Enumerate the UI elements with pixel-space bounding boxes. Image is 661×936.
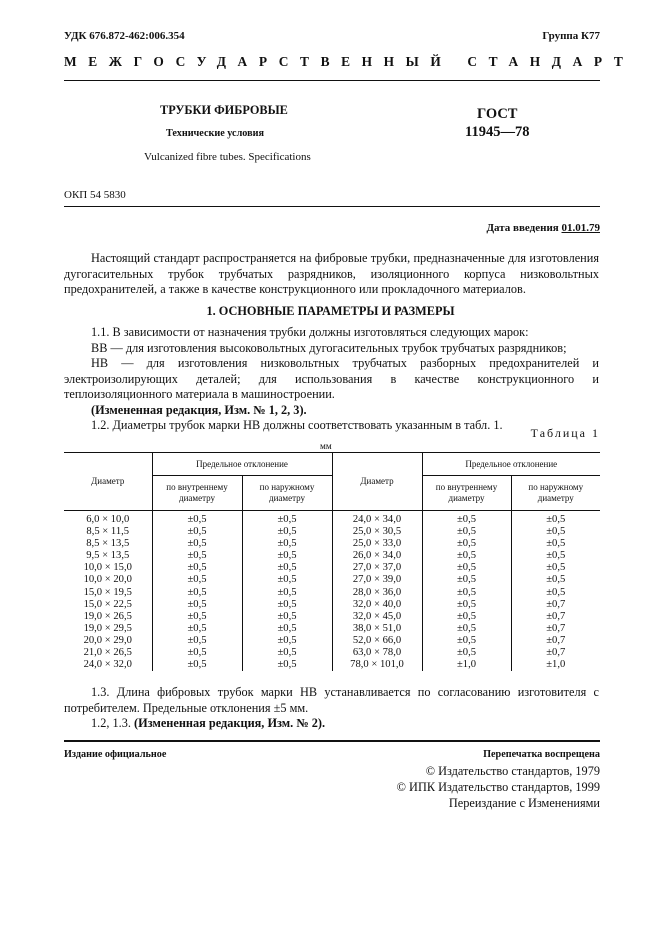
cell-outer-dev-left: ±0,5 [242,538,332,550]
cell-outer-dev-left: ±0,5 [242,635,332,647]
cell-outer-dev-right: ±0,5 [511,526,600,538]
section-1-heading: 1. ОСНОВНЫЕ ПАРАМЕТРЫ И РАЗМЕРЫ [206,304,455,318]
clause-1-2: 1.2. Диаметры трубок марки НВ должны соответствовать указанным в табл. 1. [91,418,503,432]
cell-inner-dev-left: ±0,5 [152,611,242,623]
cell-diameter-right: 25,0 × 33,0 [332,538,422,550]
cell-diameter-right: 52,0 × 66,0 [332,635,422,647]
table-row [64,587,600,599]
cell-inner-dev-left: ±0,5 [152,511,242,527]
cell-inner-dev-left: ±0,5 [152,526,242,538]
cell-inner-dev-right: ±0,5 [422,611,511,623]
introduction-date [486,222,600,234]
cell-outer-dev-left: ±0,5 [242,611,332,623]
table-row [64,511,600,527]
cell-outer-dev-left: ±0,5 [242,511,332,527]
cell-outer-dev-right: ±0,7 [511,623,600,635]
cell-outer-dev-right: ±0,7 [511,647,600,659]
reissue-note: Переиздание с Изменениями [448,796,600,810]
amendment-note-1: (Измененная редакция, Изм. № 1, 2, 3). [91,402,307,417]
section-1-body [64,325,599,434]
cell-outer-dev-left: ±0,5 [242,562,332,574]
header-inner-left: по внутреннему диаметру [152,476,242,511]
cell-diameter-left: 15,0 × 19,5 [83,586,132,598]
header-deviation-left: Предельное отклонение [152,453,332,476]
table-row [64,538,600,550]
after-table-body [64,685,599,732]
copyright-1979: © Издательство стандартов, 1979 [425,764,600,778]
cell-inner-dev-right: ±0,5 [422,562,511,574]
cell-diameter-right: 26,0 × 34,0 [332,550,422,562]
amendment-2-clauses: 1.2, 1.3. [91,716,131,730]
amendment-note-2 [64,716,599,732]
cell-inner-dev-left: ±0,5 [152,538,242,550]
table-row [64,599,600,611]
header-deviation-right: Предельное отклонение [422,453,600,476]
header-outer-left: по наружному диаметру [242,476,332,511]
cell-outer-dev-left: ±0,5 [242,574,332,586]
cell-inner-dev-left: ±0,5 [152,599,242,611]
group-code: Группа К77 [542,30,600,42]
cell-inner-dev-right: ±0,5 [422,623,511,635]
cell-inner-dev-right: ±0,5 [422,550,511,562]
clause-vv: ВВ — для изготовления высоковольтных дугогасительных трубок трубчатых разрядников; [91,340,567,355]
cell-outer-dev-right: ±0,7 [511,635,600,647]
document-english-title: Vulcanized fibre tubes. Specifications [144,151,311,163]
gost-label: ГОСТ [477,106,518,122]
cell-outer-dev-right: ±0,5 [511,538,600,550]
cell-inner-dev-right: ±0,5 [422,511,511,527]
cell-diameter-right: 38,0 × 51,0 [332,623,422,635]
cell-inner-dev-right: ±0,5 [422,587,511,599]
gost-number: 11945—78 [465,124,530,140]
table-1-body [64,511,600,672]
cell-outer-dev-right: ±0,5 [511,587,600,599]
cell-diameter-left: 8,5 × 13,5 [86,538,130,550]
cell-outer-dev-right: ±0,5 [511,562,600,574]
cell-diameter-left: 10,0 × 20,0 [83,574,132,586]
clause-1-1: 1.1. В зависимости от назначения трубки должны изготовляться следующих марок: [91,325,529,339]
cell-inner-dev-right: ±0,5 [422,526,511,538]
table-1 [64,452,600,671]
cell-outer-dev-right: ±0,5 [511,511,600,527]
reprint-notice: Перепечатка воспрещена [483,749,600,760]
table-row [64,574,600,586]
cell-outer-dev-left: ±0,5 [242,599,332,611]
cell-outer-dev-left: ±0,5 [242,587,332,599]
cell-inner-dev-right: ±0,5 [422,538,511,550]
header-diameter-left: Диаметр [64,453,152,511]
official-edition: Издание официальное [64,749,167,760]
cell-outer-dev-right: ±0,5 [511,550,600,562]
banner-divider [64,80,600,81]
cell-inner-dev-right: ±0,5 [422,647,511,659]
okp-code: ОКП 54 5830 [64,189,126,201]
header-inner-right: по внутреннему диаметру [422,476,511,511]
table-row [64,611,600,623]
cell-inner-dev-left: ±0,5 [152,635,242,647]
cell-inner-dev-right: ±0,5 [422,574,511,586]
cell-inner-dev-left: ±0,5 [152,550,242,562]
cell-inner-dev-right: ±0,5 [422,635,511,647]
cell-diameter-right: 63,0 × 78,0 [332,647,422,659]
okp-divider [64,206,600,207]
cell-inner-dev-left: ±0,5 [152,587,242,599]
amendment-2-text: (Измененная редакция, Изм. № 2). [134,716,326,730]
introduction-date-label: Дата введения [486,222,559,234]
table-row [64,623,600,635]
header-outer-right: по наружному диаметру [511,476,600,511]
intro-paragraph: Настоящий стандарт распространяется на фибровые трубки, предназначенные для изготовления дугогасительных трубок трубчатых разрядников, изоляционного корпуса низковольтных предохранителей, а также в качестве конструкционного или прокладочного материалов. [64,251,599,296]
table-unit: мм [320,441,332,451]
header-diameter-right: Диаметр [332,453,422,511]
cell-diameter-left: 24,0 × 32,0 [83,659,132,671]
table-caption: Таблица 1 [530,426,600,440]
cell-inner-dev-left: ±0,5 [152,623,242,635]
clause-nv: НВ — для изготовления низковольтных трубчатых разборных предохранителей и электроизолирующих деталей; для использования в качестве конструкционного и теплоизоляционного материала в машиностроении. [64,356,599,401]
cell-diameter-right: 78,0 × 101,0 [332,659,422,671]
table-row [64,562,600,574]
cell-diameter-right: 27,0 × 37,0 [332,562,422,574]
cell-diameter-left: 19,0 × 26,5 [83,610,132,622]
cell-inner-dev-right: ±1,0 [422,659,511,671]
cell-outer-dev-right: ±1,0 [511,659,600,671]
table-row [64,647,600,659]
footer-divider [64,740,600,742]
cell-inner-dev-left: ±0,5 [152,659,242,671]
cell-diameter-left: 8,5 × 11,5 [86,526,130,538]
cell-inner-dev-right: ±0,5 [422,599,511,611]
cell-outer-dev-left: ±0,5 [242,659,332,671]
cell-inner-dev-left: ±0,5 [152,574,242,586]
udk-code: УДК 676.872-462:006.354 [64,30,185,42]
cell-outer-dev-right: ±0,5 [511,574,600,586]
cell-outer-dev-right: ±0,7 [511,611,600,623]
cell-outer-dev-left: ±0,5 [242,623,332,635]
document-subtitle: Технические условия [166,128,265,139]
cell-diameter-right: 25,0 × 30,5 [332,526,422,538]
cell-outer-dev-right: ±0,7 [511,599,600,611]
cell-diameter-right: 28,0 × 36,0 [332,587,422,599]
cell-inner-dev-left: ±0,5 [152,647,242,659]
cell-diameter-right: 24,0 × 34,0 [332,511,422,527]
table-row [64,659,600,671]
cell-outer-dev-left: ±0,5 [242,550,332,562]
cell-diameter-left: 9,5 × 13,5 [86,550,130,562]
clause-1-3: 1.3. Длина фибровых трубок марки НВ устанавливается по согласованию изготовителя с потребителем. Предельные отклонения ±5 мм. [64,685,599,715]
cell-outer-dev-left: ±0,5 [242,526,332,538]
cell-outer-dev-left: ±0,5 [242,647,332,659]
introduction-date-value: 01.01.79 [561,222,600,234]
cell-diameter-left: 15,0 × 22,5 [83,598,132,610]
cell-diameter-left: 21,0 × 26,5 [83,647,132,659]
table-row [64,635,600,647]
cell-diameter-right: 27,0 × 39,0 [332,574,422,586]
cell-diameter-right: 32,0 × 40,0 [332,599,422,611]
table-row [64,526,600,538]
table-row [64,550,600,562]
cell-inner-dev-left: ±0,5 [152,562,242,574]
cell-diameter-left: 20,0 × 29,0 [83,634,132,646]
cell-diameter-left: 6,0 × 10,0 [86,514,130,525]
cell-diameter-left: 10,0 × 15,0 [83,562,132,574]
intro-paragraph-block [64,251,599,298]
cell-diameter-right: 32,0 × 45,0 [332,611,422,623]
standard-banner: МЕЖГОСУДАРСТВЕННЫЙ СТАНДАРТ [64,54,635,69]
copyright-1999: © ИПК Издательство стандартов, 1999 [396,780,600,794]
cell-diameter-left: 19,0 × 29,5 [83,622,132,634]
document-title: ТРУБКИ ФИБРОВЫЕ [160,103,288,117]
